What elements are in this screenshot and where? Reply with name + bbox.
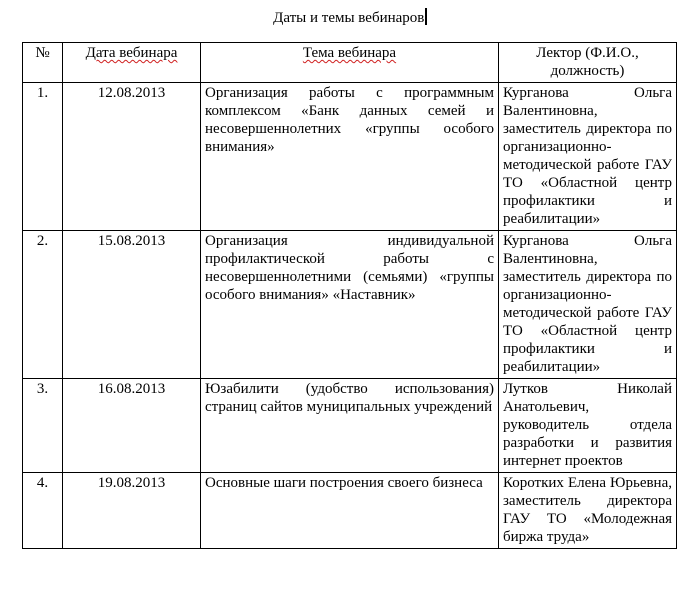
document-title-text: Даты и темы вебинаров: [273, 10, 425, 26]
table-row: [23, 231, 677, 379]
row-number: 3.: [23, 379, 63, 473]
row-date: 16.08.2013: [63, 379, 201, 473]
row-topic: Юзабилити (удобство использования) страниц сайтов муниципальных учреждений: [201, 379, 499, 473]
header-date-text: Дата вебинара: [85, 45, 178, 61]
document-title: [0, 8, 700, 28]
row-number: 1.: [23, 83, 63, 231]
row-topic: Организация индивидуальной профилактической работы с несовершеннолетними (семьями) «группы особого внимания» «Наставник»: [201, 231, 499, 379]
header-topic-text: Тема вебинара: [302, 45, 397, 61]
header-date: [63, 43, 201, 83]
webinars-table: [22, 42, 677, 549]
row-date: 12.08.2013: [63, 83, 201, 231]
table-header-row: [23, 43, 677, 83]
row-date: 19.08.2013: [63, 473, 201, 549]
row-lecturer: Лутков Николай Анатольевич, руководитель отдела разработки и развития интернет проектов: [499, 379, 677, 473]
row-topic: Основные шаги построения своего бизнеса: [201, 473, 499, 549]
row-lecturer: Коротких Елена Юрьевна, заместитель директора ГАУ ТО «Молодежная биржа труда»: [499, 473, 677, 549]
row-date: 15.08.2013: [63, 231, 201, 379]
text-cursor: [425, 8, 427, 25]
row-number: 2.: [23, 231, 63, 379]
row-topic: Организация работы с программным комплексом «Банк данных семей и несовершеннолетних «группы особого внимания»: [201, 83, 499, 231]
row-lecturer: Курганова Ольга Валентиновна, заместитель директора по организационно-методической работе ГАУ ТО «Областной центр профилактики и реабилитации»: [499, 231, 677, 379]
table-row: [23, 473, 677, 549]
header-topic: [201, 43, 499, 83]
row-number: 4.: [23, 473, 63, 549]
row-lecturer: Курганова Ольга Валентиновна, заместитель директора по организационно-методической работе ГАУ ТО «Областной центр профилактики и реабилитации»: [499, 83, 677, 231]
header-lecturer: Лектор (Ф.И.О., должность): [499, 43, 677, 83]
header-number: №: [23, 43, 63, 83]
table-row: [23, 379, 677, 473]
table-row: [23, 83, 677, 231]
